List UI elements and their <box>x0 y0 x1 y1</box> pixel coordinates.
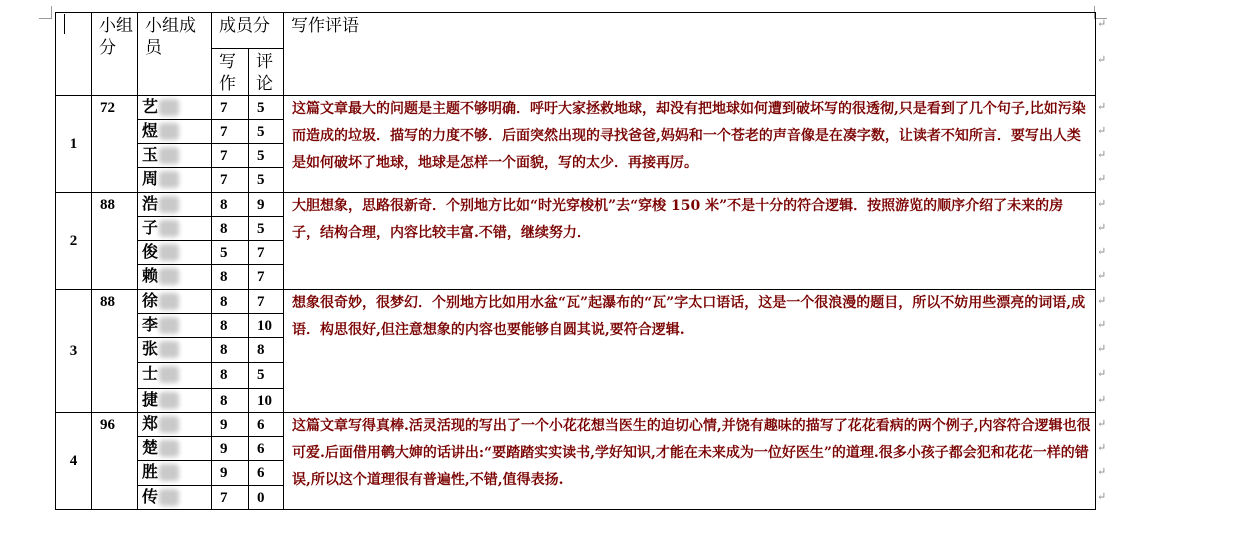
paragraph-mark: ↵ <box>1097 464 1107 478</box>
paragraph-mark: ↵ <box>1097 293 1107 307</box>
writing-score: 7 <box>212 486 249 510</box>
comment-score: 10 <box>249 314 284 338</box>
member-name: 玉 <box>142 145 159 164</box>
header-members: 小组成员 <box>138 13 212 96</box>
member-name-cell <box>138 241 212 265</box>
paragraph-mark: ↵ <box>1097 196 1107 210</box>
member-name: 徐 <box>142 291 159 310</box>
member-name: 煜 <box>142 121 159 140</box>
redacted-name-blur <box>159 293 179 310</box>
redacted-name-blur <box>159 317 179 334</box>
redacted-name-blur <box>159 99 179 116</box>
comment-score: 6 <box>249 461 284 486</box>
redacted-name-blur <box>159 220 179 237</box>
member-name-cell <box>138 290 212 314</box>
redacted-name-blur <box>159 489 179 506</box>
member-name-cell <box>138 168 212 193</box>
redacted-name-blur <box>159 341 179 358</box>
member-name: 周 <box>142 169 159 188</box>
header-writing: 写作 <box>212 49 249 96</box>
group-score: 88 <box>92 290 138 413</box>
member-name-cell <box>138 338 212 363</box>
member-name-cell <box>138 437 212 461</box>
member-name-cell <box>138 389 212 413</box>
member-name: 艺 <box>142 97 159 116</box>
redacted-name-blur <box>159 244 179 261</box>
comment-score: 7 <box>249 290 284 314</box>
member-name-cell <box>138 363 212 389</box>
member-name: 传 <box>142 487 159 506</box>
member-name: 捷 <box>142 390 159 409</box>
writing-score: 8 <box>212 389 249 413</box>
header-review: 写作评语 <box>284 13 1096 96</box>
comment-score: 7 <box>249 241 284 265</box>
comment-score: 7 <box>249 265 284 290</box>
paragraph-mark: ↵ <box>1097 341 1107 355</box>
comment-score: 9 <box>249 193 284 217</box>
comment-score: 5 <box>249 96 284 120</box>
group-index: 1 <box>56 96 92 193</box>
member-name-cell <box>138 265 212 290</box>
header-corner-cell <box>56 13 92 96</box>
paragraph-mark: ↵ <box>1097 171 1107 185</box>
member-name: 子 <box>142 218 159 237</box>
paragraph-mark: ↵ <box>1097 416 1107 430</box>
redacted-name-blur <box>159 416 179 433</box>
comment-score: 5 <box>249 363 284 389</box>
paragraph-mark: ↵ <box>1097 147 1107 161</box>
comment-score: 5 <box>249 168 284 193</box>
review-text: 想象很奇妙，很梦幻．个别地方比如用水盆“瓦”起瀑布的“瓦”字太口语话，这是一个很浪漫的题目，所以不妨用些漂亮的词语,成语．构思很好,但注意想象的内容也要能够自圆其说,要符合逻辑. <box>284 290 1096 413</box>
paragraph-mark: ↵ <box>1097 489 1107 503</box>
member-name: 浩 <box>142 194 159 213</box>
writing-score: 8 <box>212 193 249 217</box>
review-text: 大胆想象，思路很新奇．个别地方比如“时光穿梭机”去“穿梭 150 米”不是十分的符合逻辑．按照游览的顺序介绍了未来的房子，结构合理，内容比较丰富.不错，继续努力． <box>284 193 1096 290</box>
member-row <box>56 96 1096 120</box>
writing-score: 8 <box>212 314 249 338</box>
header-comment: 评论 <box>249 49 284 96</box>
writing-score: 8 <box>212 363 249 389</box>
paragraph-mark: ↵ <box>1097 52 1107 66</box>
group-index: 4 <box>56 413 92 510</box>
paragraph-mark: ↵ <box>1097 16 1107 30</box>
comment-score: 0 <box>249 486 284 510</box>
comment-score: 5 <box>249 120 284 144</box>
member-name: 胜 <box>142 462 159 481</box>
writing-score: 9 <box>212 437 249 461</box>
text-cursor <box>64 14 65 34</box>
redacted-name-blur <box>159 196 179 213</box>
member-name: 楚 <box>142 438 159 457</box>
paragraph-mark: ↵ <box>1097 392 1107 406</box>
paragraph-mark: ↵ <box>1097 99 1107 113</box>
writing-score: 8 <box>212 265 249 290</box>
comment-score: 6 <box>249 437 284 461</box>
paragraph-mark: ↵ <box>1097 440 1107 454</box>
page-corner-mark-left <box>39 6 52 19</box>
writing-score: 8 <box>212 217 249 241</box>
header-member-score: 成员分 <box>212 13 284 49</box>
redacted-name-blur <box>159 392 179 409</box>
group-index: 2 <box>56 193 92 290</box>
redacted-name-blur <box>159 123 179 140</box>
redacted-name-blur <box>159 366 179 383</box>
comment-score: 6 <box>249 413 284 437</box>
writing-score: 9 <box>212 413 249 437</box>
member-name-cell <box>138 120 212 144</box>
group-score: 96 <box>92 413 138 510</box>
member-name: 张 <box>142 339 159 358</box>
header-group-score: 小组分 <box>92 13 138 96</box>
paragraph-mark: ↵ <box>1097 366 1107 380</box>
writing-score: 8 <box>212 338 249 363</box>
member-name-cell <box>138 217 212 241</box>
review-text: 这篇文章最大的问题是主题不够明确．呼吁大家拯救地球，却没有把地球如何遭到破坏写的很透彻,只是看到了几个句子,比如污染而造成的垃圾．描写的力度不够．后面突然出现的寻找爸爸,妈妈和一个苍老的声音像是在凑字数，让读者不知所言．要写出人类是如何破坏了地球，地球是怎样一个面貌，写的太少．再接再厉。 <box>284 96 1096 193</box>
member-name: 李 <box>142 315 159 334</box>
writing-score: 9 <box>212 461 249 486</box>
member-name-cell <box>138 193 212 217</box>
member-name-cell <box>138 413 212 437</box>
member-name-cell <box>138 144 212 168</box>
writing-score: 7 <box>212 96 249 120</box>
member-name: 俊 <box>142 242 159 261</box>
member-name: 赖 <box>142 266 159 285</box>
writing-score: 7 <box>212 144 249 168</box>
paragraph-mark: ↵ <box>1097 220 1107 234</box>
writing-score: 8 <box>212 290 249 314</box>
member-name: 士 <box>142 364 159 383</box>
group-score: 72 <box>92 96 138 193</box>
member-row <box>56 413 1096 437</box>
member-name-cell <box>138 314 212 338</box>
member-name-cell <box>138 461 212 486</box>
member-row <box>56 193 1096 217</box>
writing-score: 7 <box>212 168 249 193</box>
paragraph-mark: ↵ <box>1097 317 1107 331</box>
paragraph-mark: ↵ <box>1097 268 1107 282</box>
member-row <box>56 290 1096 314</box>
comment-score: 5 <box>249 144 284 168</box>
member-name-cell <box>138 96 212 120</box>
evaluation-table <box>55 12 1096 510</box>
redacted-name-blur <box>159 147 179 164</box>
redacted-name-blur <box>159 171 179 188</box>
group-score: 88 <box>92 193 138 290</box>
member-name-cell <box>138 486 212 510</box>
paragraph-mark: ↵ <box>1097 244 1107 258</box>
comment-score: 5 <box>249 217 284 241</box>
writing-score: 5 <box>212 241 249 265</box>
redacted-name-blur <box>159 268 179 285</box>
redacted-name-blur <box>159 440 179 457</box>
writing-score: 7 <box>212 120 249 144</box>
paragraph-mark: ↵ <box>1097 123 1107 137</box>
comment-score: 8 <box>249 338 284 363</box>
review-text: 这篇文章写得真棒.活灵活现的写出了一个小花花想当医生的迫切心情,并饶有趣味的描写了花花看病的两个例子,内容符合逻辑也很可爱.后面借用鹌大婶的话讲出:“要踏踏实实读书,学好知识,才能在未来成为一位好医生”的道理.很多小孩子都会犯和花花一样的错误,所以这个道理很有普遍性,不错,值得表扬. <box>284 413 1096 510</box>
comment-score: 10 <box>249 389 284 413</box>
redacted-name-blur <box>159 464 179 481</box>
group-index: 3 <box>56 290 92 413</box>
member-name: 郑 <box>142 414 159 433</box>
